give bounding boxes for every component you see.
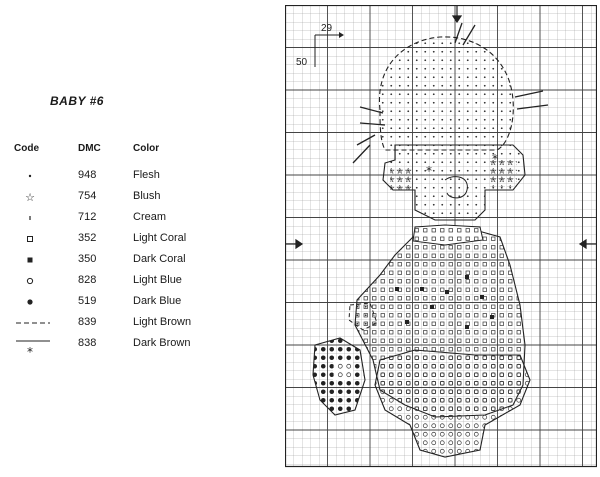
key-header-dmc: DMC xyxy=(78,143,101,154)
dmc-number: 352 xyxy=(78,232,97,244)
dmc-number: 754 xyxy=(78,190,97,202)
color-name: Light Brown xyxy=(133,316,192,328)
dmc-number: 350 xyxy=(78,253,97,265)
color-name: Light Coral xyxy=(133,232,187,244)
key-header-color: Color xyxy=(133,143,160,154)
dmc-number: 839 xyxy=(78,316,97,328)
svg-text:☆: ☆ xyxy=(25,191,35,204)
solid-line-asterisk-symbol-icon xyxy=(16,336,50,358)
open-square-symbol-icon xyxy=(16,231,50,247)
key-row xyxy=(0,273,260,289)
key-row xyxy=(0,315,260,331)
key-row xyxy=(0,210,260,226)
color-name: Dark Coral xyxy=(133,253,186,265)
column-label: 29 xyxy=(321,23,333,34)
open-circle-symbol-icon xyxy=(16,273,50,289)
color-name: Dark Blue xyxy=(133,295,182,307)
color-name: Blush xyxy=(133,190,161,202)
color-name: Flesh xyxy=(133,169,160,181)
color-name: Light Blue xyxy=(133,274,182,286)
key-header-code: Code xyxy=(14,143,39,154)
key-row xyxy=(0,336,260,358)
dot-symbol-icon xyxy=(16,168,50,184)
dmc-number: 948 xyxy=(78,169,97,181)
color-name: Dark Brown xyxy=(133,337,191,349)
dashed-line-symbol-icon xyxy=(16,315,50,331)
svg-text:*: * xyxy=(426,164,432,178)
svg-text:*: * xyxy=(492,152,498,166)
filled-square-symbol-icon xyxy=(16,252,50,268)
dmc-number: 712 xyxy=(78,211,97,223)
tick-symbol-icon xyxy=(16,210,50,226)
dmc-number: 838 xyxy=(78,337,97,349)
filled-circle-symbol-icon xyxy=(16,294,50,310)
chart-title: BABY #6 xyxy=(50,94,104,108)
color-name: Cream xyxy=(133,211,167,223)
cross-stitch-chart xyxy=(285,5,597,472)
dmc-number: 828 xyxy=(78,274,97,286)
dmc-number: 519 xyxy=(78,295,97,307)
svg-text:*: * xyxy=(27,345,33,358)
key-row xyxy=(0,294,260,310)
key-row xyxy=(0,168,260,184)
key-row xyxy=(0,252,260,268)
key-row xyxy=(0,231,260,247)
row-label: 50 xyxy=(296,57,308,68)
star-symbol-icon xyxy=(16,189,50,205)
key-row xyxy=(0,189,260,205)
